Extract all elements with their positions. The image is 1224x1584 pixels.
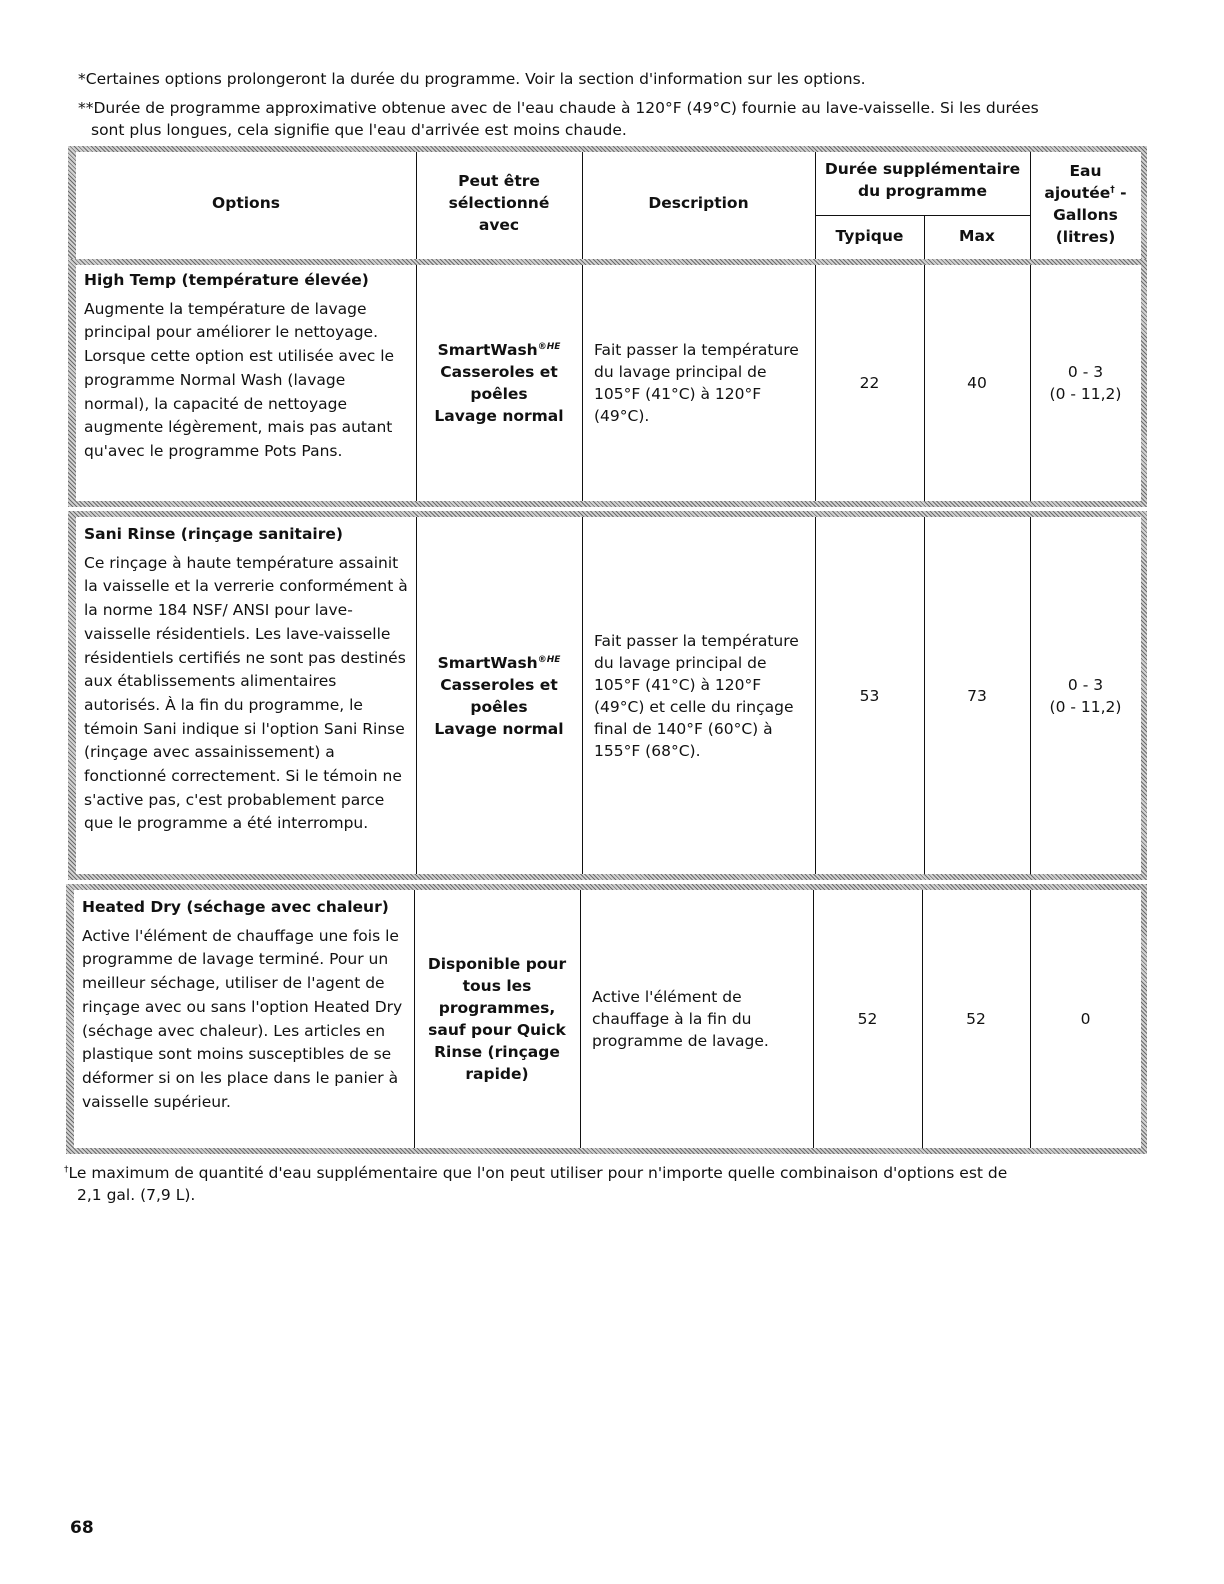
- header-water-added: Eau ajoutée† - Gallons (litres): [1044, 162, 1127, 246]
- typical-value: 22: [859, 374, 880, 392]
- description-cell: Fait passer la température du lavage principal de 105°F (41°C) à 120°F (49°C) et celle du rinçage final de 140°F (60°C) à 155°F (68°C).: [594, 631, 799, 760]
- max-value: 52: [966, 1010, 986, 1028]
- option-sani-rinse: [84, 523, 410, 836]
- header-description: Description: [648, 194, 749, 212]
- water-value: 0 - 3 (0 - 11,2): [1049, 675, 1122, 716]
- note-approx-time: [78, 97, 1138, 141]
- option-text: Active l'élément de chauffage une fois le programme de lavage terminé. Pour un meilleur séchage, utiliser de l'agent de rinçage avec ou sans l'option Heated Dry (séchage avec chaleur). Les articles en plastique sont moins susceptibles de se déformer si on les place dans le panier à vaisselle supérieur.: [82, 926, 403, 1111]
- option-title: Sani Rinse (rinçage sanitaire): [84, 525, 343, 543]
- max-value: 73: [967, 686, 987, 705]
- note-approx-time-line2: sont plus longues, cela signifie que l'eau d'arrivée est moins chaude.: [91, 121, 627, 139]
- typical-value: 52: [857, 1010, 878, 1028]
- footnote-max-water: †Le maximum de quantité d'eau supplémentaire que l'on peut utiliser pour n'importe quelle combinaison d'options est de 2,1 gal. (7,9 L).: [64, 1164, 1008, 1204]
- page-number: 68: [70, 1518, 94, 1538]
- note-options-extend-time: *Certaines options prolongeront la durée du programme. Voir la section d'information sur les options.: [78, 70, 866, 88]
- typical-value: 53: [859, 686, 880, 705]
- option-high-temp: [84, 269, 410, 464]
- water-value: 0 - 3 (0 - 11,2): [1049, 363, 1122, 403]
- selectable-cell: SmartWash$^{®HE}$ Casseroles et poêles Lavage normal: [434, 653, 564, 738]
- note-approx-time-line1: **Durée de programme approximative obtenue avec de l'eau chaude à 120°F (49°C) fournie au lave-vaisselle. Si les durées: [78, 99, 1039, 117]
- header-extra-time: Durée supplémentaire du programme: [824, 160, 1021, 200]
- max-value: 40: [967, 374, 987, 392]
- description-cell: Fait passer la température du lavage principal de 105°F (41°C) à 120°F (49°C).: [594, 341, 799, 425]
- header-selectable: Peut être sélectionné avec: [448, 172, 550, 234]
- description-cell: Active l'élément de chauffage à la fin du programme de lavage.: [592, 988, 769, 1050]
- selectable-cell: SmartWash$^{®HE}$ Casseroles et poêles Lavage normal: [434, 341, 564, 425]
- option-title: High Temp (température élevée): [84, 271, 369, 289]
- water-value: 0: [1080, 1010, 1091, 1028]
- header-typical: Typique: [835, 227, 904, 245]
- option-text: Augmente la température de lavage principal pour améliorer le nettoyage. Lorsque cette option est utilisée avec le programme Normal Wash (lavage normal), la capacité de nettoyage augmente légèrement, mais pas autant qu'avec le programme Pots Pans.: [84, 299, 395, 460]
- option-heated-dry: [82, 896, 408, 1114]
- header-options: Options: [212, 194, 280, 212]
- header-max: Max: [959, 227, 995, 245]
- selectable-cell: Disponible pour tous les programmes, sauf pour Quick Rinse (rinçage rapide): [427, 955, 567, 1083]
- option-title: Heated Dry (séchage avec chaleur): [82, 898, 389, 916]
- option-text: Ce rinçage à haute température assainit la vaisselle et la verrerie conformément à la norme 184 NSF/ ANSI pour lave-vaisselle résidentiels. Les lave-vaisselle résidentiels certifiés ne sont pas destinés aux établissements alimentaires autorisés. À la fin du programme, le témoin Sani indique si l'option Sani Rinse (rinçage avec assainissement) a fonctionné correctement. Si le témoin ne s'active pas, c'est probablement parce que le programme a été interrompu.: [84, 553, 408, 833]
